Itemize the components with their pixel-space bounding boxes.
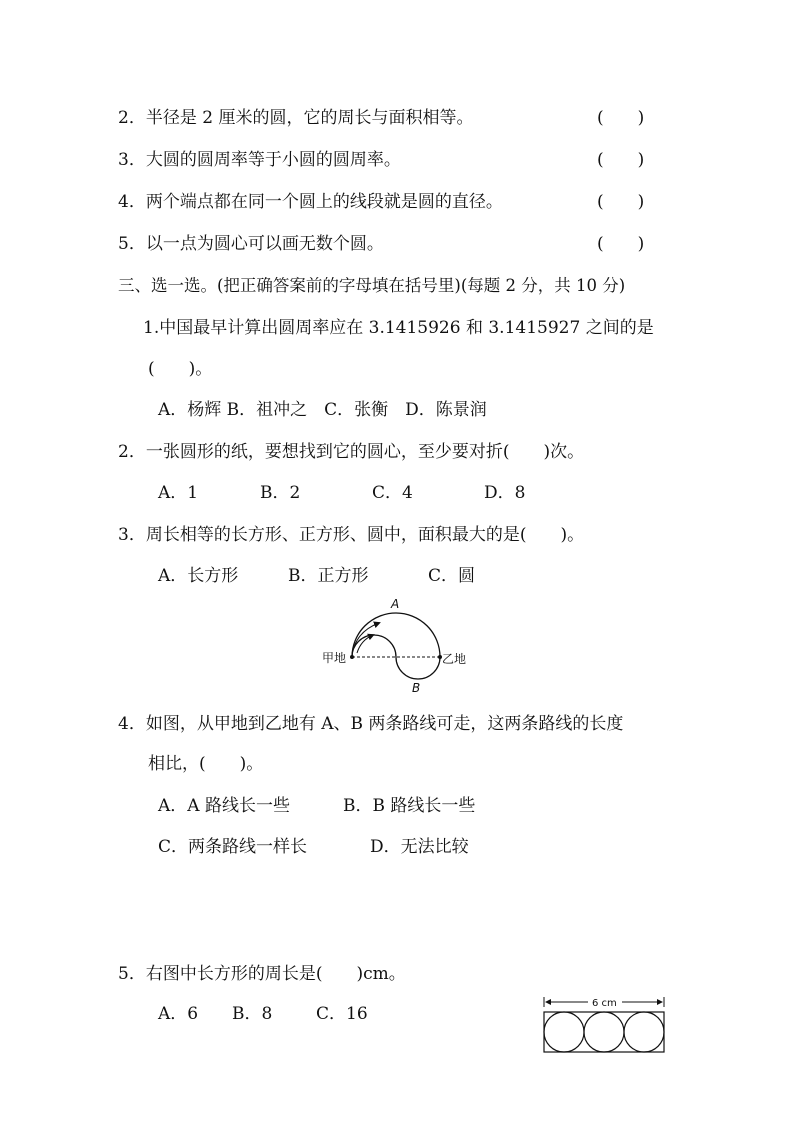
route-b-label: B — [412, 681, 421, 695]
start-point — [350, 655, 354, 659]
question-2-option-a[interactable]: A．1 — [158, 483, 199, 503]
width-label: 6 cm — [592, 998, 617, 1009]
question-4-option-c[interactable]: C．两条路线一样长 — [158, 837, 308, 857]
route-b-arc — [352, 635, 440, 679]
question-3-option-a[interactable]: A．长方形 — [158, 566, 239, 586]
answer-blank-2[interactable]: ( ) — [597, 108, 645, 128]
rectangle — [544, 1012, 664, 1052]
route-a-label: A — [391, 597, 400, 611]
question-4-option-a[interactable]: A．A 路线长一些 — [158, 796, 290, 816]
arrow-route-b — [357, 635, 373, 653]
answer-blank-3[interactable]: ( ) — [597, 150, 645, 170]
question-5-option-b[interactable]: B．8 — [232, 1004, 273, 1024]
circle-2 — [584, 1012, 624, 1052]
start-label: 甲地 — [322, 651, 347, 665]
question-4-line2: 相比，( )。 — [148, 754, 264, 774]
question-4-option-b[interactable]: B．B 路线长一些 — [343, 796, 476, 816]
question-3-stem: 3．周长相等的长方形、正方形、圆中，面积最大的是( )。 — [118, 525, 585, 545]
question-5-option-c[interactable]: C．16 — [316, 1004, 368, 1024]
circle-3 — [624, 1012, 664, 1052]
circle-1 — [544, 1012, 584, 1052]
question-2-option-c[interactable]: C．4 — [372, 483, 413, 503]
question-5-option-a[interactable]: A．6 — [158, 1004, 199, 1024]
section-title: 三、选一选。(把正确答案前的字母填在括号里)(每题 2 分，共 10 分) — [118, 276, 626, 295]
judge-item-5: 5．以一点为圆心可以画无数个圆。 — [118, 234, 384, 254]
judge-item-3: 3．大圆的圆周率等于小圆的圆周率。 — [118, 150, 401, 170]
question-1-options: A．杨辉 B．祖冲之 C．张衡 D．陈景润 — [158, 400, 487, 420]
question-2-option-d[interactable]: D．8 — [484, 483, 526, 503]
question-2-stem: 2．一张圆形的纸，要想找到它的圆心，至少要对折( )次。 — [118, 442, 585, 462]
rectangle-circles-diagram — [540, 994, 670, 1056]
route-diagram — [315, 595, 505, 700]
question-4-line1: 4．如图，从甲地到乙地有 A、B 两条路线可走，这两条路线的长度 — [118, 714, 624, 734]
question-1-line1: 1.中国最早计算出圆周率应在 3.1415926 和 3.1415927 之间的是 — [143, 318, 654, 338]
question-3-option-c[interactable]: C．圆 — [428, 566, 476, 586]
judge-item-4: 4．两个端点都在同一个圆上的线段就是圆的直径。 — [118, 192, 503, 212]
question-3-option-b[interactable]: B．正方形 — [288, 566, 369, 586]
judge-item-2: 2．半径是 2 厘米的圆，它的周长与面积相等。 — [118, 108, 474, 128]
question-1-blank[interactable]: ( )。 — [148, 359, 213, 379]
answer-blank-5[interactable]: ( ) — [597, 234, 645, 254]
question-2-option-b[interactable]: B．2 — [260, 483, 301, 503]
route-a-arc — [352, 613, 440, 657]
question-4-option-d[interactable]: D．无法比较 — [370, 837, 469, 857]
answer-blank-4[interactable]: ( ) — [597, 192, 645, 212]
end-label: 乙地 — [442, 652, 467, 666]
question-5-stem: 5．右图中长方形的周长是( )cm。 — [118, 964, 406, 984]
